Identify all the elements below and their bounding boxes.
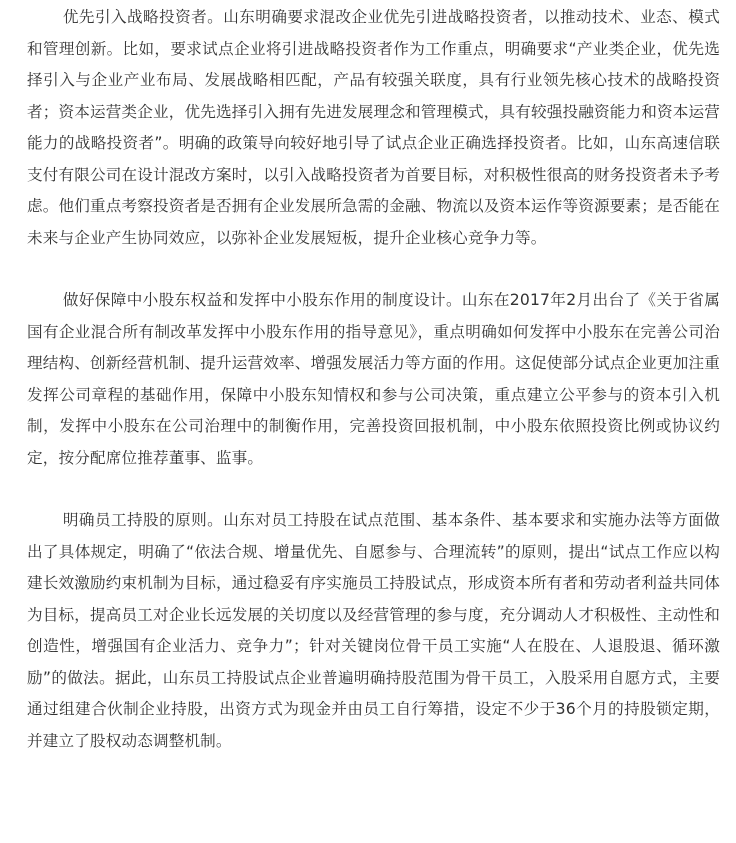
paragraph-strategic-investors: 优先引入战略投资者。山东明确要求混改企业优先引进战略投资者，以推动技术、业态、模式和管理创新。比如，要求试点企业将引进战略投资者作为工作重点，明确要求“产业类企业，优先选择引入与企业产业布局、发展战略相匹配，产品有较强关联度，具有行业领先核心技术的战略投资者；资本运营类企业，优先选择引入拥有先进发展理念和管理模式，具有较强投融资能力和资本运营能力的战略投资者”。明确的政策导向较好地引导了试点企业正确选择投资者。比如，山东高速信联支付有限公司在设计混改方案时，以引入战略投资者为首要目标，对积极性很高的财务投资者未予考虑。他们重点考察投资者是否拥有企业发展所急需的金融、物流以及资本运作等资源要素；是否能在未来与企业产生协同效应，以弥补企业发展短板，提升企业核心竞争力等。: [27, 8, 720, 247]
paragraph-minority-shareholders: 做好保障中小股东权益和发挥中小股东作用的制度设计。山东在2017年2月出台了《关于省属国有企业混合所有制改革发挥中小股东作用的指导意见》，重点明确如何发挥中小股东在完善公司治理结构、创新经营机制、提升运营效率、增强发展活力等方面的作用。这促使部分试点企业更加注重发挥公司章程的基础作用，保障中小股东知情权和参与公司决策，重点建立公平参与的资本引入机制，发挥中小股东在公司治理中的制衡作用，完善投资回报机制，中小股东依照投资比例或协议约定，按分配席位推荐董事、监事。: [27, 291, 720, 467]
paragraph-employee-stock-ownership: 明确员工持股的原则。山东对员工持股在试点范围、基本条件、基本要求和实施办法等方面做出了具体规定，明确了“依法合规、增量优先、自愿参与、合理流转”的原则，提出“试点工作应以构建长效激励约束机制为目标，通过稳妥有序实施员工持股试点，形成资本所有者和劳动者利益共同体为目标，提高员工对企业长远发展的关切度以及经营管理的参与度，充分调动人才积极性、主动性和创造性，增强国有企业活力、竞争力”；针对关键岗位骨干员工实施“人在股在、人退股退、循环激励”的做法。据此，山东员工持股试点企业普遍明确持股范围为骨干员工，入股采用自愿方式，主要通过组建合伙制企业持股，出资方式为现金并由员工自行筹措，设定不少于36个月的持股锁定期，并建立了股权动态调整机制。: [27, 511, 720, 750]
